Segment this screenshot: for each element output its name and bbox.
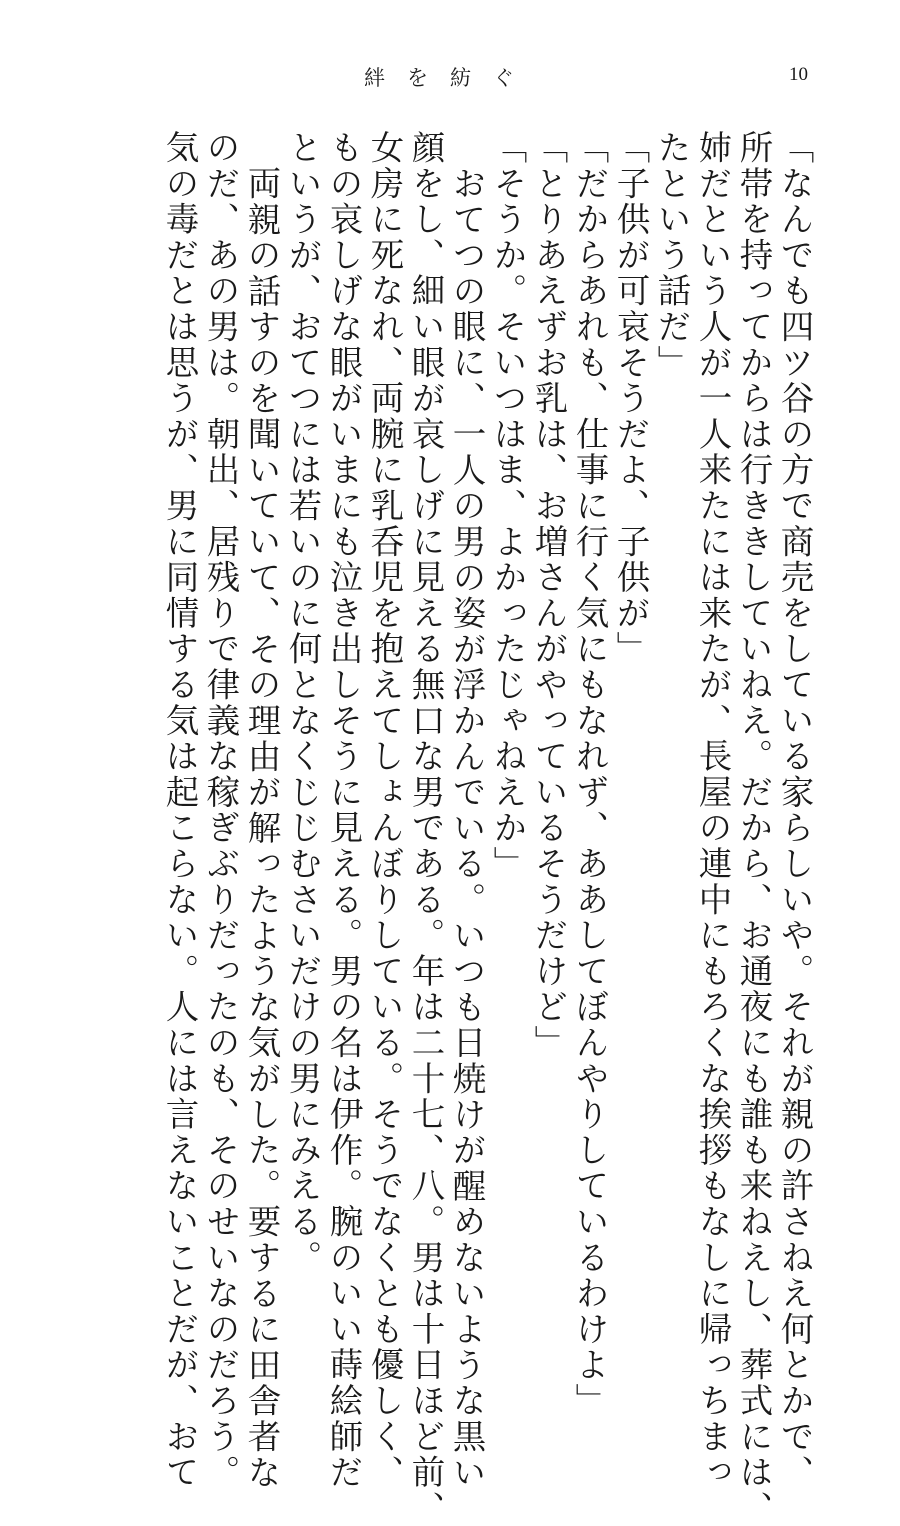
text-line-13: というが、おてつには若いのに何となくじじむさいだけの男にみえる。 bbox=[283, 130, 322, 1276]
text-line-15: のだ、あの男は。朝出、居残りで律義な稼ぎぶりだったのも、そのせいなのだろう。 bbox=[201, 130, 240, 1491]
running-title: 絆を紡ぐ bbox=[364, 66, 536, 90]
text-line-10: 顔をし、細い眼が哀しげに見える無口な男である。年は二十七、八。男は十日ほど前、 bbox=[406, 130, 445, 1526]
text-line-5: 「子供が可哀そうだよ、子供が」 bbox=[611, 130, 650, 667]
text-line-14: 両親の話すのを聞いていて、その理由が解ったような気がした。要するに田舎者な bbox=[242, 166, 281, 1491]
text-line-1: 「なんでも四ツ谷の方で商売をしている家らしいや。それが親の許さねえ何とかで、 bbox=[775, 130, 814, 1491]
text-line-8: 「そうか。そいつはま、よかったじゃねえか」 bbox=[488, 130, 527, 882]
page-number: 10 bbox=[789, 64, 808, 85]
text-line-7: 「とりあえずお乳は、お増さんがやっているそうだけど」 bbox=[529, 130, 568, 1061]
text-line-11: 女房に死なれ、両腕に乳呑児を抱えてしょんぼりしている。そうでなくとも優しく、 bbox=[365, 130, 404, 1491]
text-line-9: おてつの眼に、一人の男の姿が浮かんでいる。いつも日焼けが醒めないような黒い bbox=[447, 166, 486, 1491]
text-line-16: 気の毒だとは思うが、男に同情する気は起こらない。人には言えないことだが、おて bbox=[160, 130, 199, 1491]
text-line-3: 姉だという人が一人来たには来たが、長屋の連中にもろくな挨拶もなしに帰っちまっ bbox=[693, 130, 732, 1491]
text-line-2: 所帯を持ってからは行ききしていねえ。だから、お通夜にも誰も来ねえし、葬式には、 bbox=[734, 130, 773, 1526]
page-body bbox=[100, 130, 815, 1526]
text-column-group bbox=[100, 130, 815, 1526]
text-line-12: もの哀しげな眼がいまにも泣き出しそうに見える。男の名は伊作。腕のいい蒔絵師だ bbox=[324, 130, 363, 1491]
text-line-4: たという話だ」 bbox=[652, 130, 691, 381]
text-line-6: 「だからあれも、仕事に行く気にもなれず、ああしてぼんやりしているわけよ」 bbox=[570, 130, 609, 1419]
